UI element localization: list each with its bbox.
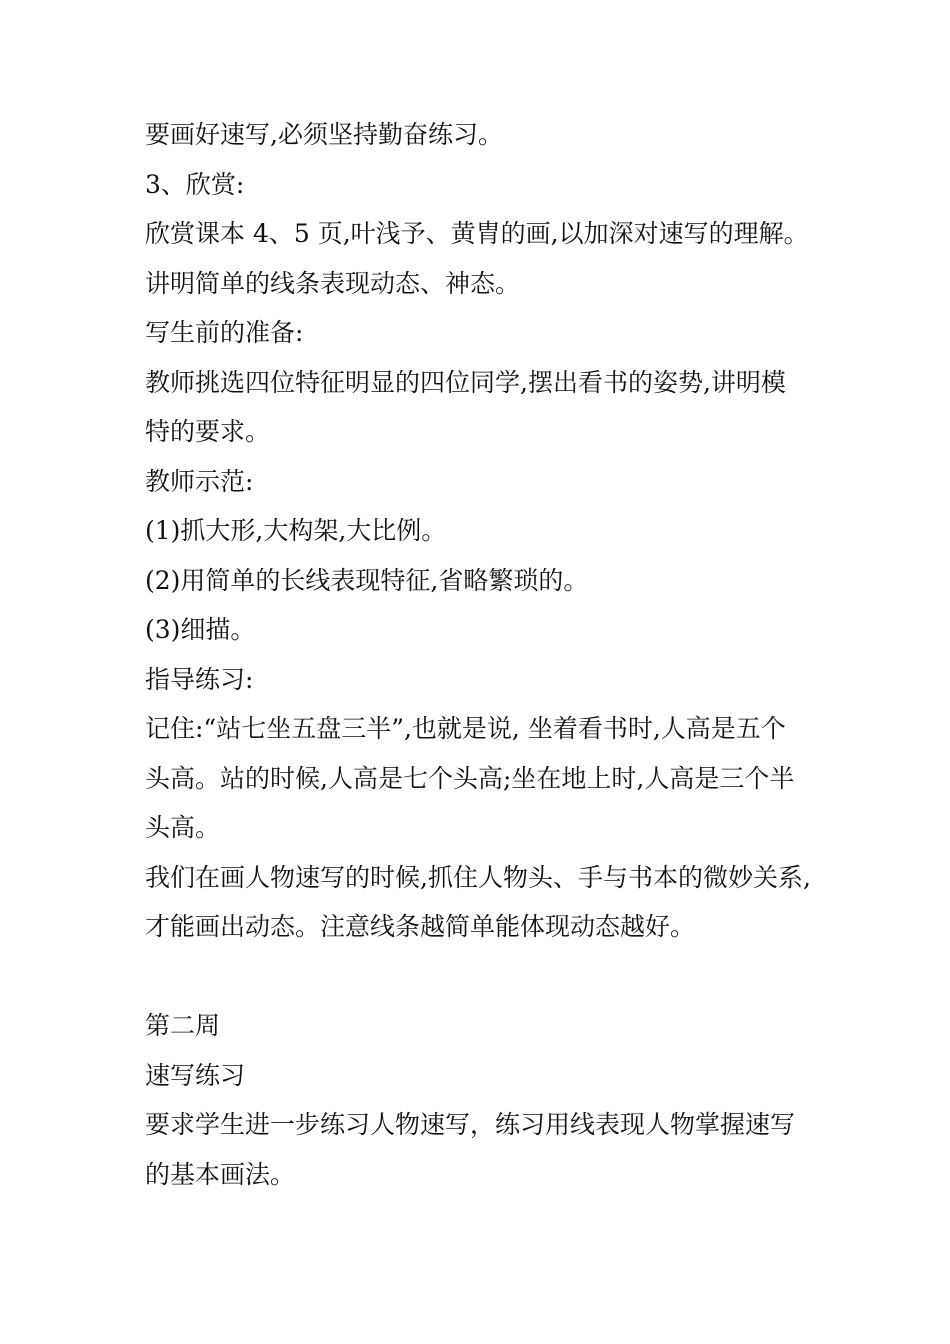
text-line: 头高。 xyxy=(145,813,221,842)
week-heading: 第二周 xyxy=(145,1011,221,1040)
text-line: 头高。站的时候,人高是七个头高;坐在地上时,人高是三个半 xyxy=(145,763,795,793)
section-heading: 写生前的准备: xyxy=(145,318,304,347)
text-line: 我们在画人物速写的时候,抓住人物头、手与书本的微妙关系, xyxy=(145,862,811,892)
text-line: 教师挑选四位特征明显的四位同学,摆出看书的姿势,讲明模 xyxy=(145,367,786,397)
text-line: 要画好速写,必须坚持勤奋练习。 xyxy=(145,120,503,149)
text-line: 的基本画法。 xyxy=(145,1159,296,1189)
text-line: 才能画出动态。注意线条越简单能体现动态越好。 xyxy=(145,912,696,941)
text-line: 欣赏课本 4、5 页,叶浅予、黄胄的画,以加深对速写的理解。 xyxy=(145,219,809,248)
list-item: (3)细描。 xyxy=(145,615,256,644)
section-heading: 速写练习 xyxy=(145,1060,246,1090)
text-line: 记住:“站七坐五盘三半”,也就是说, 坐着看书时,人高是五个 xyxy=(145,714,786,743)
text-line: 特的要求。 xyxy=(145,417,271,446)
list-item: (1)抓大形,大构架,大比例。 xyxy=(145,516,447,545)
text-line: 讲明简单的线条表现动态、神态。 xyxy=(145,268,521,298)
section-heading: 指导练习: xyxy=(145,664,254,694)
list-item: (2)用简单的长线表现特征,省略繁琐的。 xyxy=(145,565,589,595)
section-heading: 3、欣赏: xyxy=(145,169,245,199)
section-heading: 教师示范: xyxy=(145,466,254,496)
text-line: 要求学生进一步练习人物速写，练习用线表现人物掌握速写 xyxy=(145,1110,796,1139)
document-body xyxy=(145,110,825,1199)
blank-line xyxy=(145,952,825,1002)
